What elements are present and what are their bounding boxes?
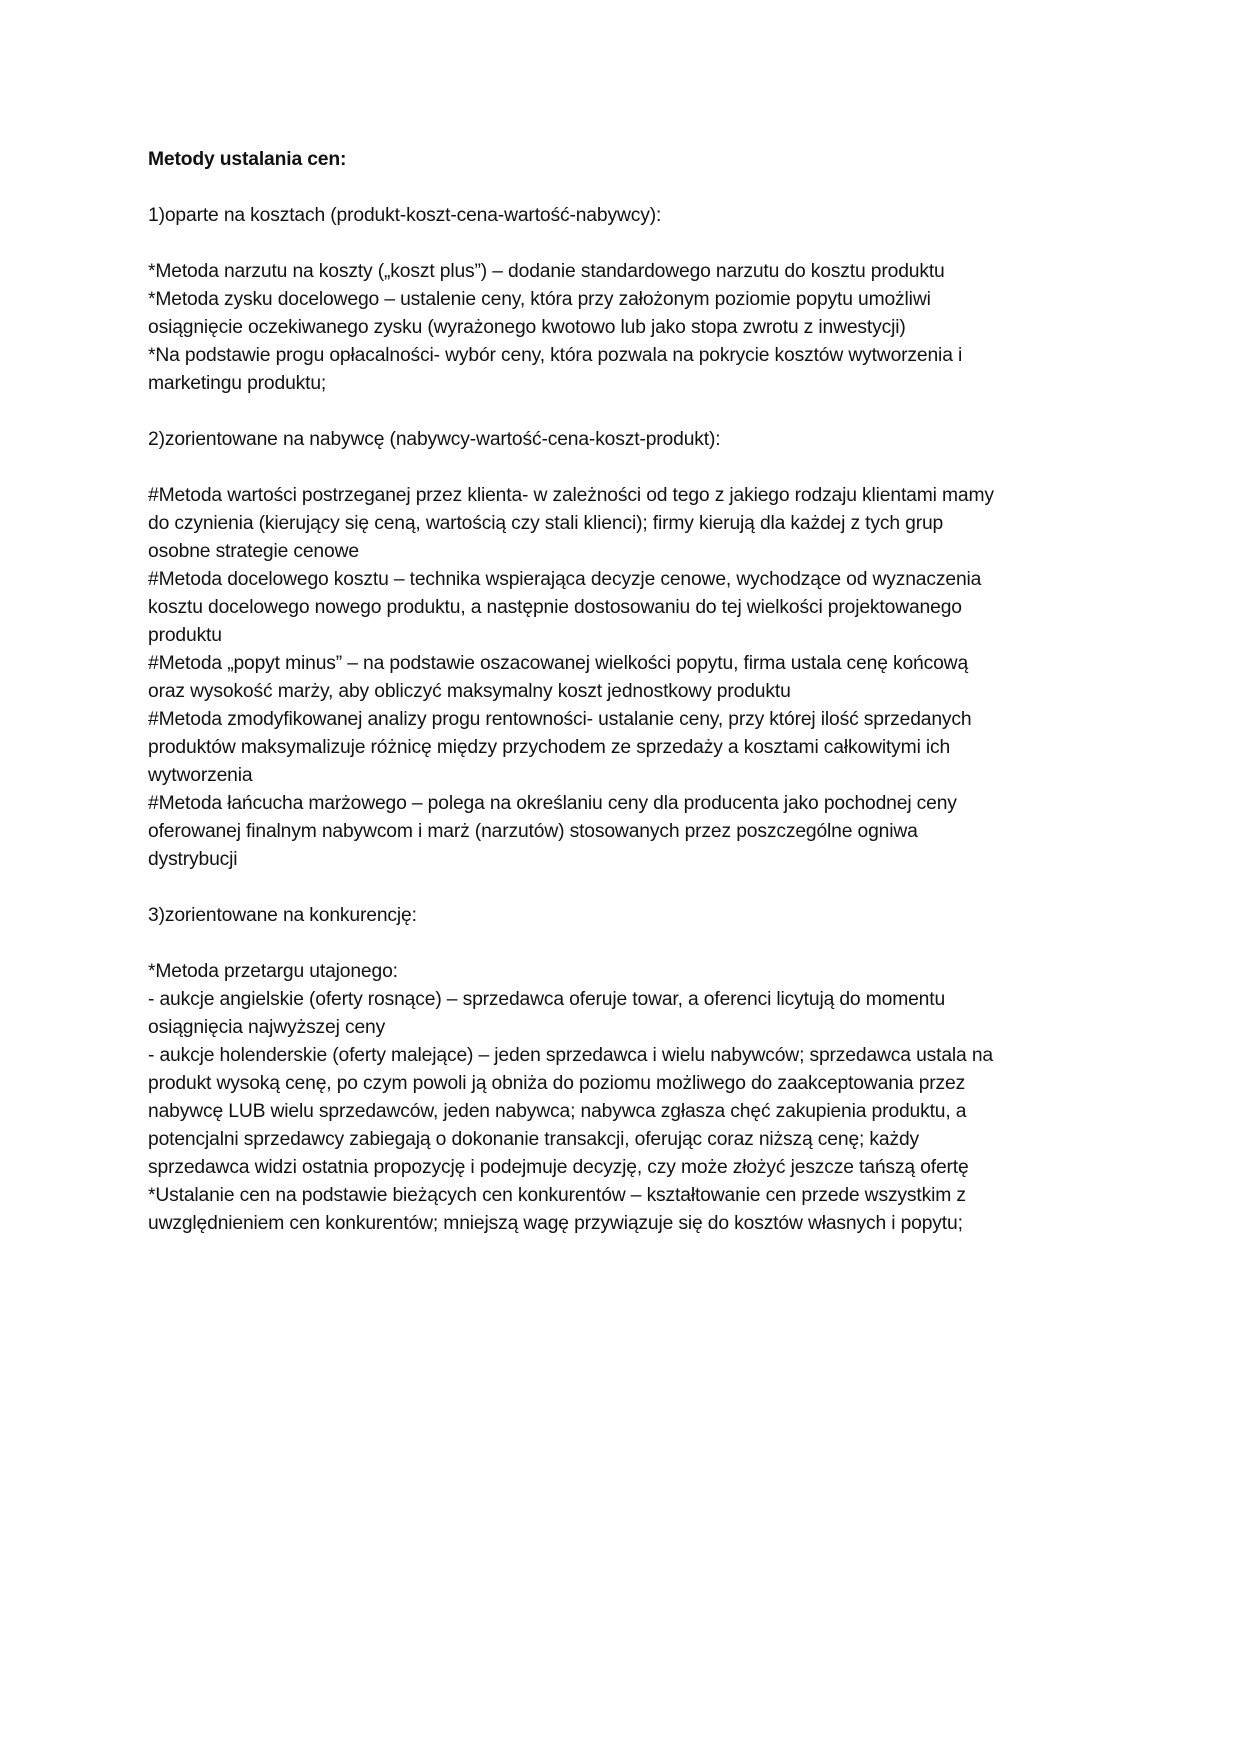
spacer (148, 230, 1098, 258)
section-3-line: - aukcje holenderskie (oferty malejące) – jeden sprzedawca i wielu nabywców; sprzedawca ustala na (148, 1045, 993, 1066)
section-2-line: osobne strategie cenowe (148, 541, 359, 562)
section-2-line: produktów maksymalizuje różnicę między przychodem ze sprzedaży a kosztami całkowitymi ich (148, 737, 951, 758)
section-2-line: oraz wysokość marży, aby obliczyć maksymalny koszt jednostkowy produktu (148, 681, 791, 702)
section-1-line: marketingu produktu; (148, 373, 327, 394)
section-2-line: oferowanej finalnym nabywcom i marż (narzutów) stosowanych przez poszczególne ogniwa (148, 821, 918, 842)
spacer (148, 454, 1098, 482)
section-1-line: osiągnięcie oczekiwanego zysku (wyrażonego kwotowo lub jako stopa zwrotu z inwestycji) (148, 317, 906, 338)
section-2-line: do czynienia (kierujący się ceną, wartością czy stali klienci); firmy kierują dla każdej z tych grup (148, 513, 944, 534)
section-2-line: produktu (148, 625, 222, 646)
section-3-line: *Ustalanie cen na podstawie bieżących cen konkurentów – kształtowanie cen przede wszystkim z (148, 1185, 966, 1206)
section-2-line: wytworzenia (148, 765, 253, 786)
section-2-line: kosztu docelowego nowego produktu, a następnie dostosowaniu do tej wielkości projektowanego (148, 597, 962, 618)
section-3-line: *Metoda przetargu utajonego: (148, 961, 398, 982)
spacer (148, 174, 1098, 202)
section-3-heading: 3)zorientowane na konkurencję: (148, 905, 417, 926)
section-2-line: #Metoda zmodyfikowanej analizy progu rentowności- ustalanie ceny, przy której ilość sprzedanych (148, 709, 972, 730)
section-1-heading: 1)oparte na kosztach (produkt-koszt-cena-wartość-nabywcy): (148, 205, 662, 226)
spacer (148, 874, 1098, 902)
section-3-line: sprzedawca widzi ostatnia propozycję i podejmuje decyzję, czy może złożyć jeszcze tańszą ofertę (148, 1157, 969, 1178)
section-2-line: #Metoda docelowego kosztu – technika wspierająca decyzje cenowe, wychodzące od wyznaczenia (148, 569, 982, 590)
document-title: Metody ustalania cen: (148, 149, 347, 170)
section-2-line: #Metoda „popyt minus” – na podstawie oszacowanej wielkości popytu, firma ustala cenę końcową (148, 653, 969, 674)
section-2-line: #Metoda łańcucha marżowego – polega na określaniu ceny dla producenta jako pochodnej ceny (148, 793, 957, 814)
section-3-line: - aukcje angielskie (oferty rosnące) – sprzedawca oferuje towar, a oferenci licytują do momentu (148, 989, 946, 1010)
section-3-line: nabywcę LUB wielu sprzedawców, jeden nabywca; nabywca zgłasza chęć zakupienia produktu, a (148, 1101, 967, 1122)
section-1-line: *Metoda zysku docelowego – ustalenie ceny, która przy założonym poziomie popytu umożliwi (148, 289, 931, 310)
section-1-line: *Na podstawie progu opłacalności- wybór ceny, która pozwala na pokrycie kosztów wytworzenia i (148, 345, 963, 366)
spacer (148, 930, 1098, 958)
section-3-line: potencjalni sprzedawcy zabiegają o dokonanie transakcji, oferując coraz niższą cenę; każdy (148, 1129, 920, 1150)
section-2-line: dystrybucji (148, 849, 238, 870)
section-1-line: *Metoda narzutu na koszty („koszt plus”) – dodanie standardowego narzutu do kosztu produktu (148, 261, 945, 282)
section-2-heading: 2)zorientowane na nabywcę (nabywcy-wartość-cena-koszt-produkt): (148, 429, 721, 450)
document-page (148, 146, 1098, 1238)
section-2-line: #Metoda wartości postrzeganej przez klienta- w zależności od tego z jakiego rodzaju klientami mamy (148, 485, 994, 506)
section-3-line: osiągnięcia najwyższej ceny (148, 1017, 386, 1038)
section-3-line: uwzględnieniem cen konkurentów; mniejszą wagę przywiązuje się do kosztów własnych i popytu; (148, 1213, 963, 1234)
spacer (148, 398, 1098, 426)
section-3-line: produkt wysoką cenę, po czym powoli ją obniża do poziomu możliwego do zaakceptowania przez (148, 1073, 966, 1094)
